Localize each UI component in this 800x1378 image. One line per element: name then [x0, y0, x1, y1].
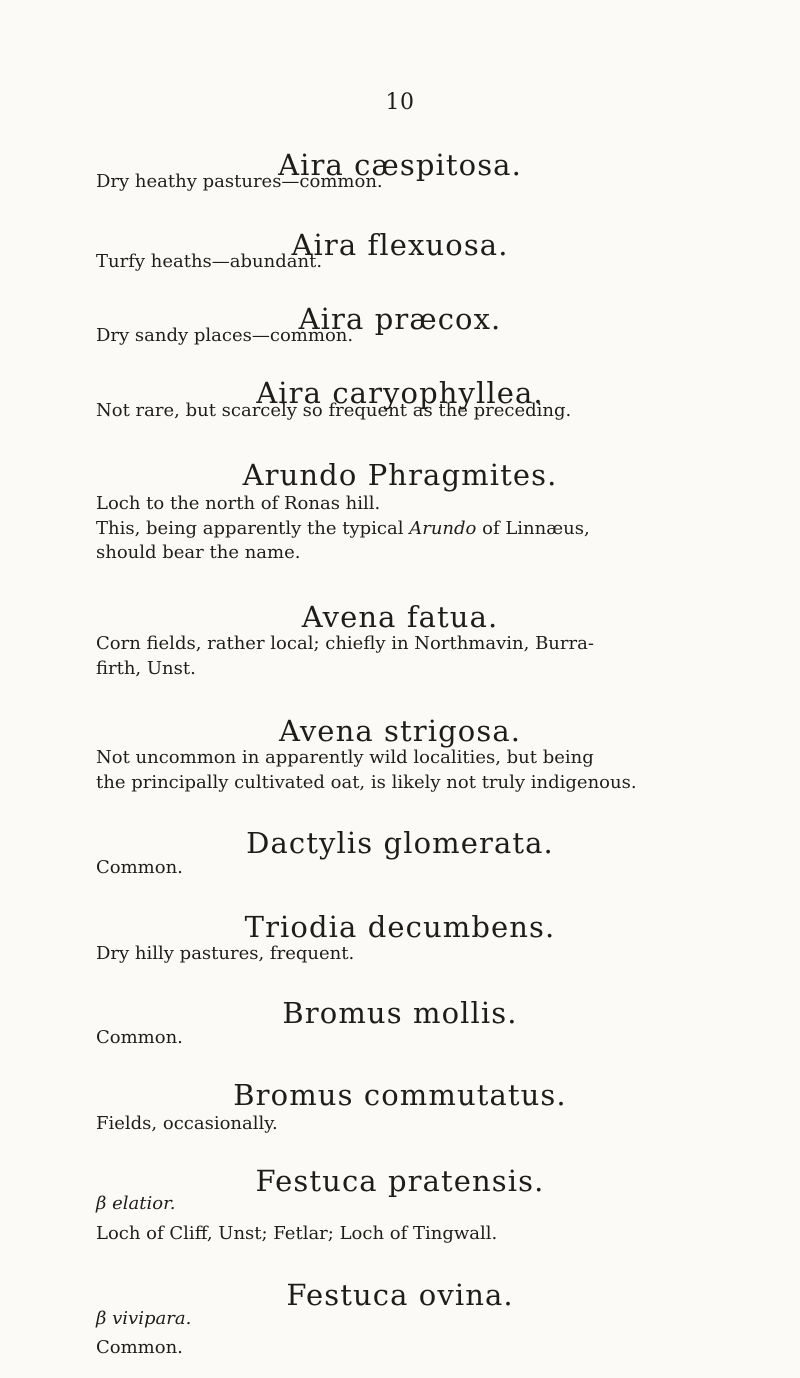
species-heading: Bromus mollis.: [282, 996, 518, 1030]
species-description: should bear the name.: [96, 542, 301, 563]
species-description: Common.: [96, 857, 183, 878]
species-description: Fields, occasionally.: [96, 1113, 278, 1134]
description-text: of Linnæus,: [482, 518, 590, 539]
species-heading: Aira caryophyllea.: [256, 376, 544, 410]
species-description: Dry hilly pastures, frequent.: [96, 943, 355, 964]
description-text: This, being apparently the typical: [96, 518, 404, 539]
species-description: Loch of Cliff, Unst; Fetlar; Loch of Tingwall.: [96, 1223, 498, 1244]
species-heading: Avena fatua.: [301, 600, 499, 634]
page-number: 10: [385, 90, 415, 115]
variety-name: β elatior.: [96, 1193, 176, 1214]
species-heading: Aira flexuosa.: [291, 228, 509, 262]
species-description: Not uncommon in apparently wild localities, but being: [96, 747, 594, 768]
species-heading: Avena strigosa.: [278, 714, 522, 748]
species-description: Loch to the north of Ronas hill.: [96, 493, 381, 514]
species-heading: Arundo Phragmites.: [242, 458, 558, 492]
species-description: Not rare, but scarcely so frequent as the preceding.: [96, 400, 572, 421]
species-description: Turfy heaths—abundant.: [96, 251, 323, 272]
species-description: the principally cultivated oat, is likely not truly indigenous.: [96, 772, 637, 793]
species-description: Common.: [96, 1027, 183, 1048]
variety-name: β vivipara.: [96, 1308, 192, 1329]
species-description: Dry sandy places—common.: [96, 325, 354, 346]
species-heading: Triodia decumbens.: [244, 910, 556, 944]
species-heading: Dactylis glomerata.: [246, 826, 554, 860]
species-description: Common.: [96, 1337, 183, 1358]
species-description: firth, Unst.: [96, 658, 196, 679]
species-heading: Festuca pratensis.: [255, 1164, 545, 1198]
species-heading: Festuca ovina.: [286, 1278, 514, 1312]
species-heading: Bromus commutatus.: [233, 1078, 567, 1112]
species-heading: Aira cæspitosa.: [278, 148, 522, 182]
species-heading: Aira præcox.: [298, 302, 502, 336]
species-description: Dry heathy pastures—common.: [96, 171, 383, 192]
species-description: Corn fields, rather local; chiefly in Northmavin, Burra-: [96, 633, 594, 654]
genus-name: Arundo: [409, 518, 477, 539]
